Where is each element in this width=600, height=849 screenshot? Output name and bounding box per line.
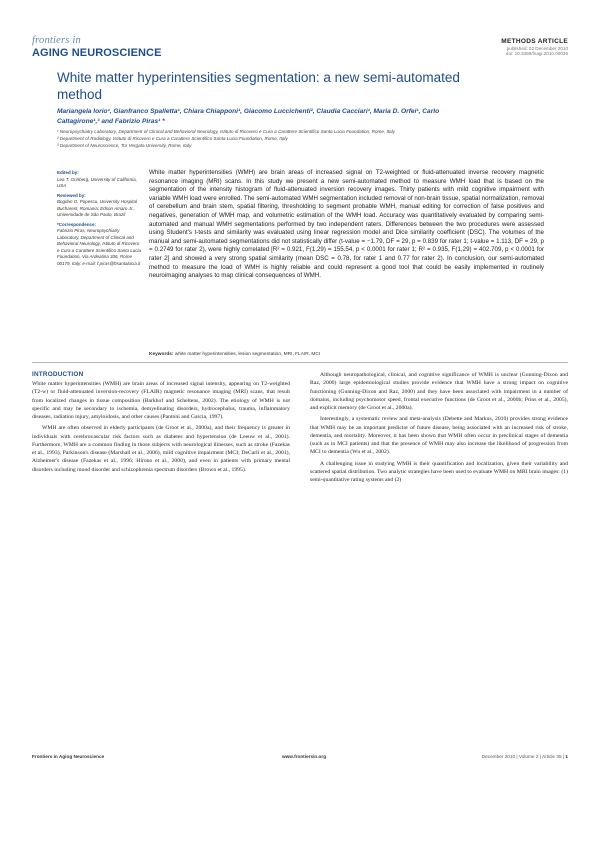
page-number: 1	[565, 754, 568, 759]
reviewed-by-label: Reviewed by:	[57, 192, 86, 198]
left-column	[32, 380, 290, 477]
reviewed-by-value: Bogdan O. Popescu, University Hospital Bucharest, Romania; Edson Amaro Jr., Universidade de São Paulo, Brazil	[57, 199, 138, 218]
author-list: Mariangela Iorio¹, Gianfranco Spalletta¹, Chiara Chiapponi¹, Giacomo Luccichenti², Claudia Cacciari¹, Maria D. Orfei¹, Carlo Caltagirone¹,³ and Fabrizio Piras¹ *	[57, 108, 440, 125]
paragraph: Interestingly, a systematic review and meta-analysis (Debette and Markus, 2010) provides strong evidence that WMH may be an important predictor of future disease, being associated with an increased risk of stroke, dementia, and mortality. Moreover, it has been shown that WMH often occur in preclinical stages of dementia (such as in MCI patients) and that the presence of WMH may also increase the likelihood of progression from MCI to dementia (Wu et al., 2002).	[310, 416, 568, 456]
logo-line2: AGING NEUROSCIENCE	[32, 46, 162, 59]
doi: doi: 10.3389/fnagi.2010.00035	[505, 51, 568, 57]
keywords-label: Keywords:	[149, 352, 174, 357]
affiliation-1: ¹ Neuropsychiatry Laboratory, Department of Clinical and Behavioral Neurology, Istituto di Ricovero e Cura a Carattere Scientifico Santa Lucia Foundation, Rome, Italy	[57, 129, 395, 134]
keywords-list: white matter hyperintensities, lesion segmentation, MRI, FLAIR, MCI	[174, 352, 321, 357]
page-footer	[32, 754, 568, 768]
article-meta	[501, 38, 568, 57]
correspondence-value: Fabrizio Piras, Neuropsychiatry Laboratory, Department of Clinical and Behavioral Neurology, Istituto di Ricovero e Cura a Carattere Scientifico Santa Lucia Foundation, Via Ardeatina 306, Rome 00179, Italy. e-mail: f.piras@hsantalucia.it	[57, 228, 142, 266]
affiliations	[57, 128, 477, 149]
logo-line1: frontiers in	[32, 35, 81, 46]
footer-journal: Frontiers in Aging Neuroscience	[32, 754, 105, 759]
footer-issue-text: December 2010 | Volume 2 | Article 35 |	[481, 754, 565, 759]
editorial-sidebar	[57, 170, 142, 270]
paragraph: WMH are often observed in elderly participants (de Groot et al., 2000a), and their frequency is greater in individuals with cerebrovascular risk factors such as diabetes and hypertension (de Leeuw et al., 2001). Furthermore, WMH are a common finding in those subjects with neurological illnesses, such as stroke (Fazekas et al., 1993), Parkinson's disease (Marshall et al., 2006), mild cognitive impairment (MCI; DeCarli et al., 2001), Alzheimer's disease (Fazekas et al., 1996; Hirono et al., 2000), and even in patients with primary mental disorders including mood disorder and schizophrenia spectrum disorders (Brown et al., 1995).	[32, 425, 290, 473]
introduction-heading: INTRODUCTION	[32, 371, 84, 378]
footer-url: www.frontiersin.org	[282, 754, 327, 759]
keywords	[149, 352, 544, 357]
edited-by-label: Edited by:	[57, 170, 79, 175]
article-type: METHODS ARTICLE	[501, 38, 568, 45]
paragraph: White matter hyperintensities (WMH) are brain areas of increased signal intensity, appearing on T2-weighted (T2-w) or fluid-attenuated inversion-recovery (FLAIR) magnetic resonance imaging (MRI) scans, that result from localized changes in tissue composition (Barkhof and Scheltens, 2002). The etiology of WMH is not specific and may be secondary to ischemia, demyelinating disorders, hydrocephalus, trauma, inflammatory diseases, radiation injury, amyloidosis, and other causes (Pantoni and Garcia, 1997).	[32, 381, 290, 421]
page-header	[32, 36, 568, 68]
affiliation-3: ³ Department of Neuroscience, Tor Vergata University, Rome, Italy	[57, 143, 192, 149]
paragraph: A challenging issue in studying WMH is their quantification and localization, given their variability and scattered spatial distribution. Two analytic strategies have been used to evaluate WMH on MRI brain images: (1) semi-quantitative rating systems and (2)	[310, 460, 568, 484]
footer-issue	[482, 754, 568, 759]
right-column	[310, 371, 568, 487]
correspondence-label: *Correspondence:	[57, 221, 97, 227]
abstract: White matter hyperintensities (WMH) are brain areas of increased signal on T2-weighted or fluid-attenuated inverse recovery magnetic resonance imaging (MRI) scans. In this study we present a new semi-automated method to measure WMH load that is based on the segmentation of the intensity histogram of fluid-attenuated inversion recovery images. Thirty patients with mild cognitive impairment with variable WMH load were enrolled. The semi-automated WMH segmentation included removal of non-brain tissue, spatial normalization, removal of cerebellum and brain stem, spatial filtering, thresholding to segment probable WMH, manual editing for correction of false positives and negatives, generation of WMH map, and volumetric estimation of the WMH load. Accuracy was quantitatively evaluated by comparing semi-automated and manual WMH segmentations performed by two independent raters. Differences between the two procedures were assessed using Student's t-tests and similarity was evaluated using linear regression model and Dice similarity coefficient (DSC). The volumes of the manual and semi-automated segmentations did not statistically differ (t-value = −1.79, DF = 29, p = 0.839 for rater 1; t-value = 1.113, DF = 29, p = 0.2749 for rater 2), were highly correlated [R² = 0.921, F(1,29) = 155.54, p < 0.0001 for rater 1; R² = 0.935, F(1,29) = 402.709, p < 0.0001 for rater 2] and showed a very strong spatial similarity (mean DSC = 0.78, for rater 1 and 0.77 for rater 2). In conclusion, our semi-automated method to measure the load of WMH is highly reliable and could represent a good tool that could be easily implemented in routinely neuroimaging analyses to map clinical consequences of WMH.	[149, 169, 544, 280]
journal-logo	[32, 36, 162, 59]
paragraph: Although neuropathological, clinical, and cognitive significance of WMH is unclear (Gunning-Dixon and Raz, 2000) large epidemiological studies provide evidence that WMH have a strong impact on cognitive functioning (Gunning-Dixon and Raz, 2000) and they have been associated with impairment in a number of domains, including psychomotor speed, frontal executive functions (de Groot et al., 2000b; Prins et al., 2005), and explicit memory (de Groot et al., 2000a).	[310, 372, 568, 412]
edited-by-value: Lea T. Grinberg, University of California, USA	[57, 176, 137, 189]
published-date: published: 02 December 2010	[506, 45, 568, 51]
affiliation-2: ² Department of Radiology, Istituto di Ricovero e Cura a Carattere Scientifico Santa Lucia Foundation, Rome, Italy	[57, 136, 288, 142]
article-title: White matter hyperintensities segmentation: a new semi-automated method	[57, 70, 460, 102]
section-divider	[32, 362, 568, 363]
